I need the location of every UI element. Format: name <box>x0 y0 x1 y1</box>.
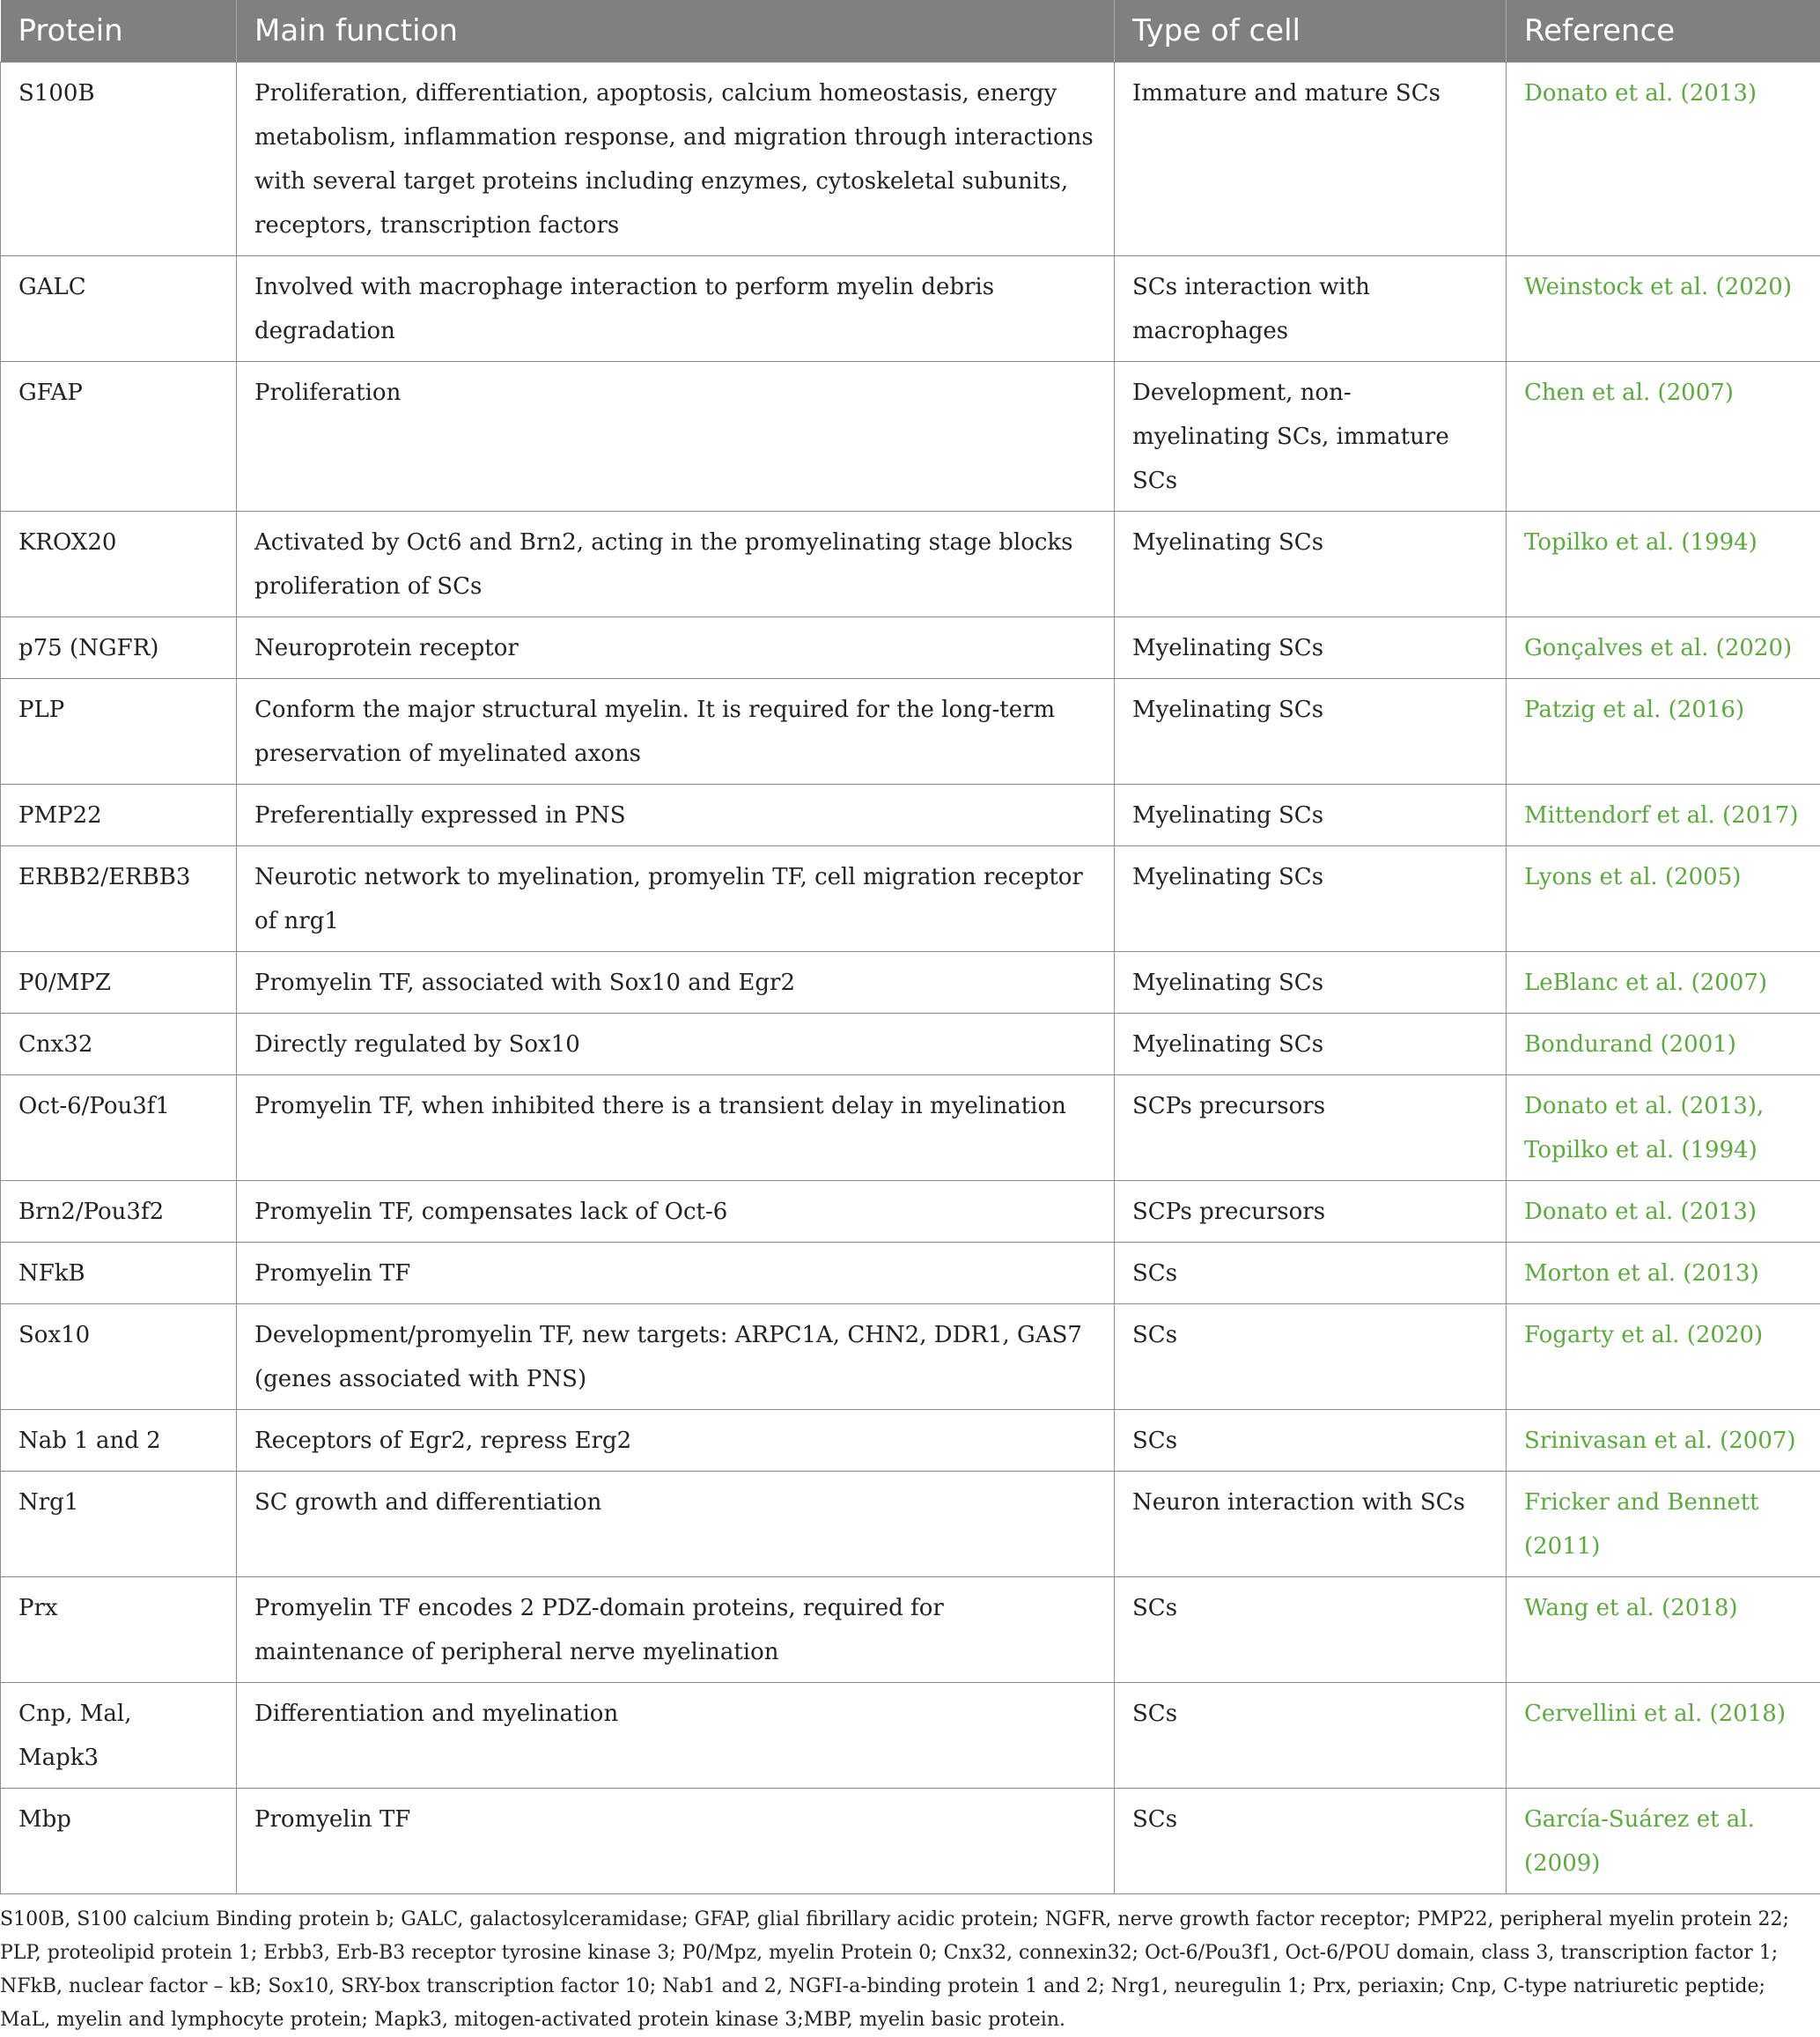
reference-link[interactable]: Topilko et al. (1994) <box>1524 1128 1802 1172</box>
header-reference: Reference <box>1507 0 1820 63</box>
cell-type-cell: SCPs precursors <box>1115 1181 1507 1243</box>
function-cell: Receptors of Egr2, repress Erg2 <box>237 1410 1115 1472</box>
protein-cell: Nrg1 <box>1 1472 237 1577</box>
function-cell: Preferentially expressed in PNS <box>237 785 1115 846</box>
reference-link[interactable]: Patzig et al. (2016) <box>1524 688 1802 732</box>
cell-type-cell: Myelinating SCs <box>1115 617 1507 679</box>
reference-link[interactable]: Cervellini et al. (2018) <box>1524 1692 1802 1736</box>
cell-type-cell: Myelinating SCs <box>1115 846 1507 952</box>
protein-cell: PMP22 <box>1 785 237 846</box>
function-cell: SC growth and differentiation <box>237 1472 1115 1577</box>
reference-link[interactable]: Gonçalves et al. (2020) <box>1524 626 1802 670</box>
reference-cell <box>1507 1181 1820 1243</box>
reference-cell <box>1507 63 1820 256</box>
cell-type-cell: Myelinating SCs <box>1115 512 1507 617</box>
protein-cell: p75 (NGFR) <box>1 617 237 679</box>
function-cell: Neurotic network to myelination, promyelin TF, cell migration receptor of nrg1 <box>237 846 1115 952</box>
protein-cell: Cnp, Mal, Mapk3 <box>1 1683 237 1789</box>
table-row <box>1 1577 1820 1683</box>
reference-cell <box>1507 1472 1820 1577</box>
header-type-of-cell: Type of cell <box>1115 0 1507 63</box>
reference-link[interactable]: Wang et al. (2018) <box>1524 1586 1802 1630</box>
protein-cell: Mbp <box>1 1789 237 1894</box>
reference-link[interactable]: LeBlanc et al. (2007) <box>1524 961 1802 1005</box>
reference-cell <box>1507 1014 1820 1075</box>
protein-cell: GALC <box>1 256 237 362</box>
reference-cell <box>1507 1304 1820 1410</box>
reference-cell <box>1507 1075 1820 1181</box>
function-cell: Differentiation and myelination <box>237 1683 1115 1789</box>
cell-type-cell: Development, non-myelinating SCs, immature SCs <box>1115 362 1507 512</box>
reference-cell <box>1507 1410 1820 1472</box>
function-cell: Promyelin TF, associated with Sox10 and Egr2 <box>237 952 1115 1014</box>
table-row <box>1 512 1820 617</box>
table-row <box>1 256 1820 362</box>
function-cell: Proliferation, differentiation, apoptosis, calcium homeostasis, energy metabolism, inflammation response, and migration through interactions with several target proteins including enzymes, cytoskeletal subunits, receptors, transcription factors <box>237 63 1115 256</box>
protein-cell: NFkB <box>1 1243 237 1304</box>
table-row <box>1 1410 1820 1472</box>
cell-type-cell: SCs <box>1115 1577 1507 1683</box>
reference-cell <box>1507 952 1820 1014</box>
reference-cell <box>1507 679 1820 785</box>
function-cell: Neuroprotein receptor <box>237 617 1115 679</box>
cell-type-cell: Immature and mature SCs <box>1115 63 1507 256</box>
cell-type-cell: SCs <box>1115 1304 1507 1410</box>
reference-cell <box>1507 785 1820 846</box>
cell-type-cell: SCs <box>1115 1789 1507 1894</box>
reference-cell <box>1507 846 1820 952</box>
header-main-function: Main function <box>237 0 1115 63</box>
reference-cell <box>1507 362 1820 512</box>
cell-type-cell: Myelinating SCs <box>1115 952 1507 1014</box>
protein-cell: Brn2/Pou3f2 <box>1 1181 237 1243</box>
protein-cell: ERBB2/ERBB3 <box>1 846 237 952</box>
cell-type-cell: Myelinating SCs <box>1115 1014 1507 1075</box>
function-cell: Development/promyelin TF, new targets: ARPC1A, CHN2, DDR1, GAS7 (genes associated with PNS) <box>237 1304 1115 1410</box>
table-header-row <box>1 0 1820 63</box>
reference-cell <box>1507 617 1820 679</box>
reference-cell <box>1507 512 1820 617</box>
cell-type-cell: Myelinating SCs <box>1115 785 1507 846</box>
reference-cell <box>1507 1577 1820 1683</box>
function-cell: Promyelin TF <box>237 1789 1115 1894</box>
reference-link[interactable]: Bondurand (2001) <box>1524 1022 1802 1066</box>
function-cell: Promyelin TF encodes 2 PDZ-domain proteins, required for maintenance of peripheral nerve myelination <box>237 1577 1115 1683</box>
table-row <box>1 63 1820 256</box>
function-cell: Proliferation <box>237 362 1115 512</box>
table-row <box>1 1789 1820 1894</box>
reference-link[interactable]: Topilko et al. (1994) <box>1524 520 1802 565</box>
table-row <box>1 362 1820 512</box>
reference-link[interactable]: García-Suárez et al. (2009) <box>1524 1797 1802 1886</box>
reference-link[interactable]: Lyons et al. (2005) <box>1524 855 1802 899</box>
protein-cell: PLP <box>1 679 237 785</box>
function-cell: Directly regulated by Sox10 <box>237 1014 1115 1075</box>
protein-cell: Nab 1 and 2 <box>1 1410 237 1472</box>
cell-type-cell: Myelinating SCs <box>1115 679 1507 785</box>
table-footnote: S100B, S100 calcium Binding protein b; GALC, galactosylceramidase; GFAP, glial fibrillary acidic protein; NGFR, nerve growth factor receptor; PMP22, peripheral myelin protein 22; PLP, proteolipid protein 1; Erbb3, Erb-B3 receptor tyrosine kinase 3; P0/Mpz, myelin Protein 0; Cnx32, connexin32; Oct-6/Pou3f1, Oct-6/POU domain, class 3, transcription factor 1; NFkB, nuclear factor – kB; Sox10, SRY-box transcription factor 10; Nab1 and 2, NGFI-a-binding protein 1 and 2; Nrg1, neuregulin 1; Prx, periaxin; Cnp, C-type natriuretic peptide; MaL, myelin and lymphocyte protein; Mapk3, mitogen-activated protein kinase 3;MBP, myelin basic protein. <box>0 1894 1820 2037</box>
cell-type-cell: SCs <box>1115 1683 1507 1789</box>
cell-type-cell: SCs interaction with macrophages <box>1115 256 1507 362</box>
header-protein: Protein <box>1 0 237 63</box>
reference-link[interactable]: Mittendorf et al. (2017) <box>1524 793 1802 838</box>
function-cell: Promyelin TF <box>237 1243 1115 1304</box>
protein-cell: Cnx32 <box>1 1014 237 1075</box>
reference-link[interactable]: Fricker and Bennett (2011) <box>1524 1480 1802 1568</box>
reference-link[interactable]: Weinstock et al. (2020) <box>1524 265 1802 309</box>
table-row <box>1 1181 1820 1243</box>
function-cell: Conform the major structural myelin. It is required for the long-term preservation of myelinated axons <box>237 679 1115 785</box>
reference-link[interactable]: Srinivasan et al. (2007) <box>1524 1419 1802 1463</box>
table-row <box>1 1243 1820 1304</box>
cell-type-cell: SCs <box>1115 1243 1507 1304</box>
table-row <box>1 846 1820 952</box>
table-row <box>1 1075 1820 1181</box>
reference-link[interactable]: Fogarty et al. (2020) <box>1524 1313 1802 1357</box>
protein-cell: Sox10 <box>1 1304 237 1410</box>
reference-cell <box>1507 256 1820 362</box>
cell-type-cell: SCs <box>1115 1410 1507 1472</box>
function-cell: Promyelin TF, compensates lack of Oct-6 <box>237 1181 1115 1243</box>
protein-cell: P0/MPZ <box>1 952 237 1014</box>
reference-link[interactable]: Donato et al. (2013) <box>1524 71 1802 115</box>
table-row <box>1 1683 1820 1789</box>
reference-link[interactable]: Donato et al. (2013), <box>1524 1084 1802 1128</box>
table-row <box>1 785 1820 846</box>
cell-type-cell: Neuron interaction with SCs <box>1115 1472 1507 1577</box>
reference-link[interactable]: Morton et al. (2013) <box>1524 1251 1802 1295</box>
table-row <box>1 679 1820 785</box>
reference-link[interactable]: Donato et al. (2013) <box>1524 1190 1802 1234</box>
reference-cell <box>1507 1243 1820 1304</box>
reference-cell <box>1507 1789 1820 1894</box>
function-cell: Involved with macrophage interaction to perform myelin debris degradation <box>237 256 1115 362</box>
function-cell: Activated by Oct6 and Brn2, acting in the promyelinating stage blocks proliferation of SCs <box>237 512 1115 617</box>
table-row <box>1 1014 1820 1075</box>
cell-type-cell: SCPs precursors <box>1115 1075 1507 1181</box>
function-cell: Promyelin TF, when inhibited there is a transient delay in myelination <box>237 1075 1115 1181</box>
reference-link[interactable]: Chen et al. (2007) <box>1524 371 1802 415</box>
protein-cell: Oct-6/Pou3f1 <box>1 1075 237 1181</box>
protein-cell: S100B <box>1 63 237 256</box>
reference-cell <box>1507 1683 1820 1789</box>
table-body <box>1 63 1820 1894</box>
protein-cell: GFAP <box>1 362 237 512</box>
protein-cell: Prx <box>1 1577 237 1683</box>
table-row <box>1 617 1820 679</box>
table-row <box>1 1304 1820 1410</box>
table-row <box>1 1472 1820 1577</box>
table-row <box>1 952 1820 1014</box>
protein-cell: KROX20 <box>1 512 237 617</box>
